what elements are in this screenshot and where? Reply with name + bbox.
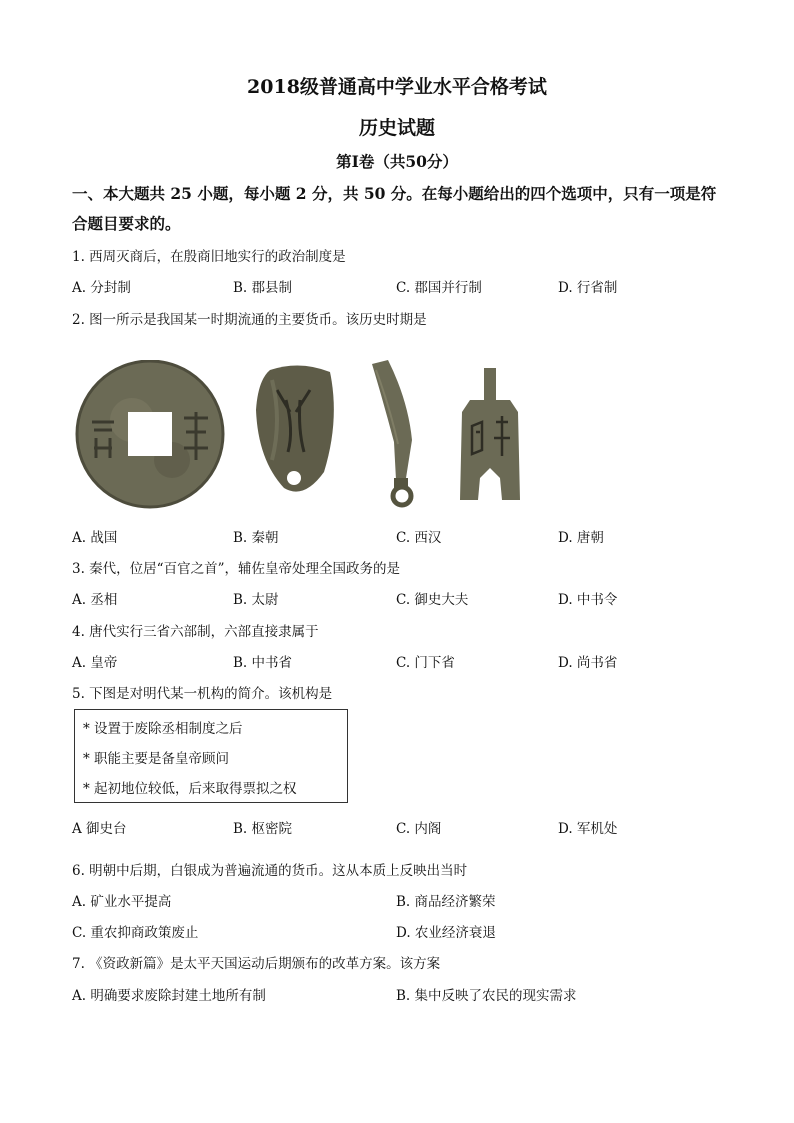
q7-option-b: B. 集中反映了农民的现实需求 (396, 988, 577, 1004)
q1-option-d: D. 行省制 (558, 280, 618, 296)
q6-option-d: D. 农业经济衰退 (396, 925, 496, 941)
q1-option-c: C. 郡国并行制 (396, 280, 482, 296)
box-line-1: * 设置于废除丞相制度之后 (83, 721, 243, 737)
q4-option-b: B. 中书省 (233, 655, 293, 671)
q2-option-d: D. 唐朝 (558, 530, 604, 546)
q3-option-a: A. 丞相 (72, 592, 118, 608)
q4-option-a: A. 皇帝 (72, 655, 118, 671)
q2-option-c: C. 西汉 (396, 530, 442, 546)
q7-option-a: A. 明确要求废除封建土地所有制 (72, 988, 266, 1004)
section-instructions-line1: 一、本大题共 25 小题，每小题 2 分，共 50 分。在每小题给出的四个选项中，只有一项是符 (72, 184, 717, 203)
subject-title: 历史试题 (358, 117, 435, 139)
box-line-2: * 职能主要是备皇帝顾问 (83, 751, 230, 767)
q6-option-a: A. 矿业水平提高 (72, 894, 172, 910)
round-coin-icon (77, 361, 223, 507)
q3-option-d: D. 中书令 (558, 592, 618, 608)
q1-option-b: B. 郡县制 (233, 280, 293, 296)
q2-option-a: A. 战国 (72, 530, 118, 546)
q6-option-b: B. 商品经济繁荣 (396, 894, 496, 910)
q3-option-b: B. 太尉 (233, 592, 279, 608)
question-5-stem: 5. 下图是对明代某一机构的简介。该机构是 (72, 686, 333, 702)
q1-option-a: A. 分封制 (72, 280, 131, 296)
q6-option-c: C. 重农抑商政策废止 (72, 925, 199, 941)
part-title: 第Ⅰ卷（共50分） (336, 152, 458, 171)
q4-option-d: D. 尚书省 (558, 655, 618, 671)
coins-figure (72, 360, 572, 520)
q5-option-b: B. 枢密院 (233, 821, 293, 837)
q4-option-c: C. 门下省 (396, 655, 455, 671)
question-6-stem: 6. 明朝中后期，白银成为普遍流通的货币。这从本质上反映出当时 (72, 863, 468, 879)
q5-option-d: D. 军机处 (558, 821, 618, 837)
knife-coin-icon (372, 360, 412, 505)
spade-coin-icon (460, 368, 520, 500)
ant-nose-coin-icon (256, 365, 334, 491)
q2-option-b: B. 秦朝 (233, 530, 279, 546)
q5-option-a: A 御史台 (72, 821, 127, 837)
question-1-stem: 1. 西周灭商后，在殷商旧地实行的政治制度是 (72, 249, 346, 265)
question-4-stem: 4. 唐代实行三省六部制，六部直接隶属于 (72, 624, 319, 640)
exam-title: 2018级普通高中学业水平合格考试 (247, 76, 547, 98)
section-instructions-line2: 合题目要求的。 (72, 214, 181, 233)
question-3-stem: 3. 秦代，位居“百官之首”，辅佐皇帝处理全国政务的是 (72, 561, 400, 577)
q5-option-c: C. 内阁 (396, 821, 442, 837)
box-line-3: * 起初地位较低，后来取得票拟之权 (83, 781, 297, 797)
institution-description-box (74, 709, 348, 803)
question-7-stem: 7. 《资政新篇》是太平天国运动后期颁布的改革方案。该方案 (72, 956, 441, 972)
question-2-stem: 2. 图一所示是我国某一时期流通的主要货币。该历史时期是 (72, 312, 427, 328)
q3-option-c: C. 御史大夫 (396, 592, 469, 608)
